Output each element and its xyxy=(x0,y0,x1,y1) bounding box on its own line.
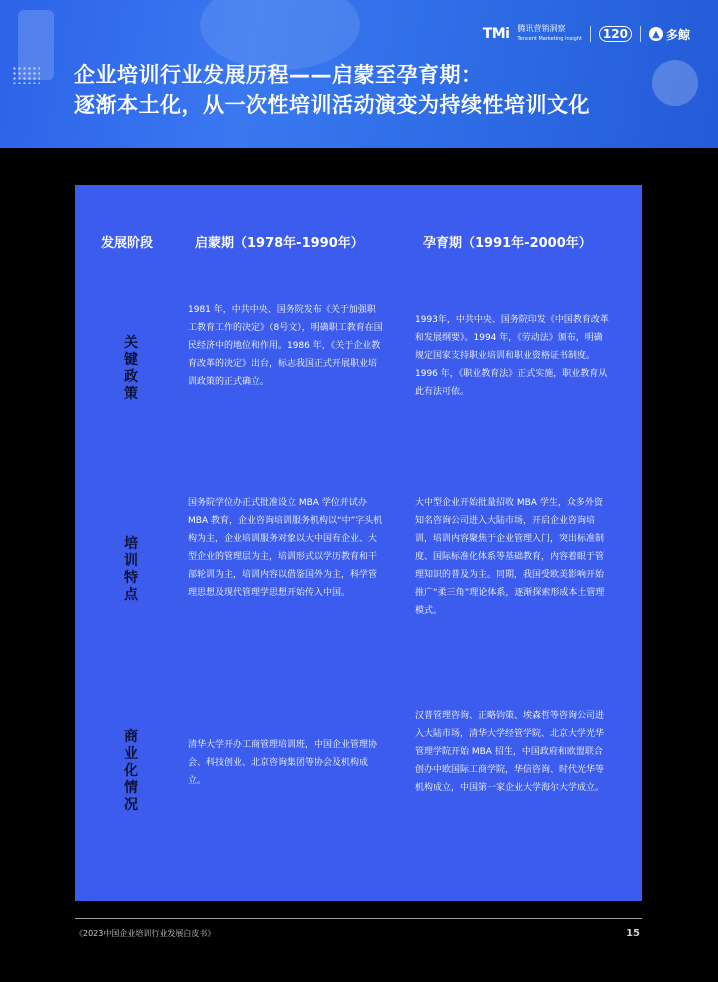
footer-source: 《2023中国企业培训行业发展白皮书》 xyxy=(75,929,216,938)
tmi-logo: TMi xyxy=(482,26,510,42)
row-label-training-features: 培 训 特 点 xyxy=(124,536,138,603)
cell-features-incubation: 大中型企业开始批量招收 MBA 学生，众多外资知名咨询公司进入大陆市场，开启企业咨询培训，培训内容聚焦于企业管理入门，突出标准制度、国际标准化体系等基础教育，内容着眼于管理知识的普及为主。同期，我国受欧美影响开始推广“柔三角”理论体系，逐渐探索形成本土管理模式。 xyxy=(415,498,605,616)
row-label-commercialization: 商 业 化 情 况 xyxy=(124,729,138,813)
cell-features-enlightenment: 国务院学位办正式批准设立 MBA 学位并试办 MBA 教育，企业咨询培训服务机构以“中”字头机构为主，企业培训服务对象以大中国有企业、大型企业的管理层为主，培训形式以学历教育和干部轮训为主，培训内容以借鉴国外为主，科学管理思想及现代管理学思想开始传入中国。 xyxy=(188,498,383,598)
duojing-logo-icon: ▲ xyxy=(649,27,663,41)
page-title-line1: 企业培训行业发展历程——启蒙至孕育期： xyxy=(74,63,483,87)
cell-commercial-enlightenment: 清华大学开办工商管理培训班，中国企业管理协会、科技创业、北京咨询集团等协会及机构成立。 xyxy=(188,740,378,786)
header-banner xyxy=(0,0,718,148)
cell-commercial-incubation: 汉普管理咨询、正略钧策、埃森哲等咨询公司进入大陆市场，清华大学经管学院、北京大学光华管理学院开始 MBA 招生，中国政府和欧盟联合创办中欧国际工商学院，华信咨询、时代光华等机构成立，中国第一家企业大学海尔大学成立。 xyxy=(415,711,605,793)
logo-divider xyxy=(590,26,591,42)
cell-policy-enlightenment: 1981 年，中共中央、国务院发布《关于加强职工教育工作的决定》（8号文），明确职工教育在国民经济中的地位和作用。1986 年，《关于企业教育改革的决定》出台，标志我国正式开展职业培训政策的正式确立。 xyxy=(188,305,383,387)
column-header-enlightenment: 启蒙期（1978年-1990年） xyxy=(195,236,364,251)
content-table xyxy=(75,185,642,901)
logo-divider xyxy=(640,26,641,42)
decor-shape xyxy=(652,60,698,106)
page-title xyxy=(74,60,590,120)
page-title-line2: 逐渐本土化，从一次性培训活动演变为持续性培训文化 xyxy=(74,93,590,117)
page-number: 15 xyxy=(626,928,640,939)
column-header-stage: 发展阶段 xyxy=(101,236,154,251)
anniversary-logo: 120 xyxy=(599,26,632,42)
decor-dots xyxy=(12,66,40,84)
cell-policy-incubation: 1993年，中共中央、国务院印发《中国教育改革和发展纲要》。1994 年，《劳动法》颁布，明确规定国家支持职业培训和职业资格证书制度。1996 年，《职业教育法》正式实施，职业教育从此有法可依。 xyxy=(415,315,609,397)
footer-divider xyxy=(75,918,642,919)
tmi-logo-text: 腾讯营销洞察 Tencent Marketing Insight xyxy=(517,24,582,42)
logo-group xyxy=(483,24,690,44)
column-header-incubation: 孕育期（1991年-2000年） xyxy=(423,236,592,251)
row-label-key-policy: 关 键 政 策 xyxy=(124,335,138,402)
duojing-logo: ▲ 多鲸 xyxy=(649,26,690,43)
